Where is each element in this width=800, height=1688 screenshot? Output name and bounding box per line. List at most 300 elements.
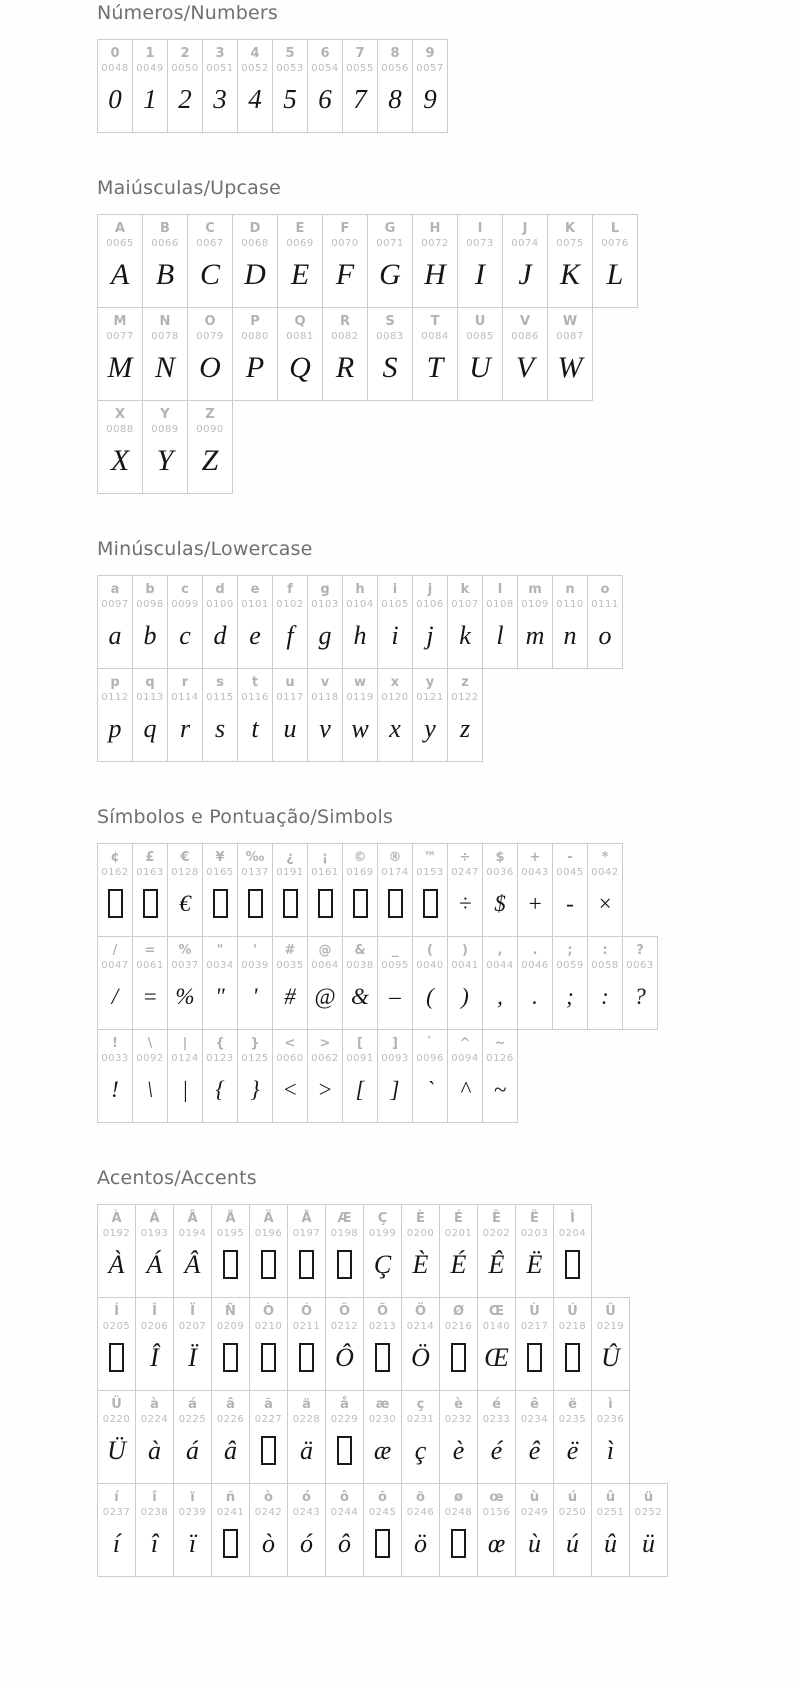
glyph-cell (412, 668, 448, 762)
glyph-cell (135, 1390, 174, 1484)
cell-character-label: ‰ (245, 850, 265, 865)
cell-character-label: p (110, 675, 120, 690)
cell-character-label: ò (264, 1490, 273, 1505)
cell-glyph-area (483, 878, 517, 930)
cell-unicode-code: 0245 (368, 1506, 397, 1518)
cell-unicode-code: 0046 (521, 959, 549, 971)
glyph-rendering: u (283, 713, 297, 743)
cell-character-label: T (430, 314, 440, 329)
cell-glyph-area (440, 1332, 477, 1384)
cell-glyph-area (250, 1332, 287, 1384)
cell-character-label: G (384, 221, 396, 236)
cell-character-label: å (340, 1397, 349, 1412)
cell-glyph-area (203, 878, 237, 930)
cell-unicode-code: 0197 (292, 1227, 321, 1239)
missing-glyph-box (337, 1250, 352, 1279)
cell-unicode-code: 0037 (171, 959, 199, 971)
cell-unicode-code: 0038 (346, 959, 374, 971)
glyph-cell (173, 1390, 212, 1484)
glyph-cell (552, 936, 588, 1030)
cell-unicode-code: 0199 (368, 1227, 397, 1239)
cell-unicode-code: 0195 (216, 1227, 245, 1239)
glyph-rendering: N (154, 350, 175, 384)
font-section (97, 2, 760, 133)
cell-unicode-code: 0174 (381, 866, 409, 878)
cell-unicode-code: 0198 (330, 1227, 359, 1239)
cell-unicode-code: 0033 (101, 1052, 129, 1064)
cell-unicode-code: 0096 (416, 1052, 444, 1064)
glyph-cell (591, 1297, 630, 1391)
cell-character-label: y (425, 675, 435, 690)
cell-glyph-area (588, 878, 622, 930)
glyph-rendering: ) (461, 983, 469, 1009)
cell-glyph-area (553, 878, 587, 930)
cell-character-label: 3 (215, 46, 225, 61)
cell-unicode-code: 0225 (178, 1413, 207, 1425)
missing-glyph-box (353, 889, 368, 918)
cell-character-label: Ú (567, 1304, 578, 1319)
cell-unicode-code: 0236 (596, 1413, 625, 1425)
cell-unicode-code: 0238 (140, 1506, 169, 1518)
glyph-rendering: n (563, 620, 577, 650)
cell-glyph-area (203, 610, 237, 662)
cell-unicode-code: 0045 (556, 866, 584, 878)
cell-glyph-area (548, 342, 592, 394)
glyph-cell (412, 214, 458, 308)
cell-character-label: D (249, 221, 261, 236)
glyph-cell (553, 1390, 592, 1484)
glyph-cell (502, 307, 548, 401)
glyph-rendering: ä (300, 1435, 313, 1465)
cell-character-label: & (354, 943, 366, 958)
glyph-cell (325, 1483, 364, 1577)
missing-glyph-box (143, 889, 158, 918)
cell-glyph-area (203, 703, 237, 755)
glyph-rendering: 8 (388, 84, 402, 115)
glyph-cell (342, 843, 378, 937)
cell-glyph-area (188, 342, 232, 394)
cell-glyph-area (133, 1064, 167, 1116)
cell-glyph-area (413, 878, 447, 930)
cell-glyph-area (308, 610, 342, 662)
cell-glyph-area (288, 1332, 325, 1384)
cell-unicode-code: 0041 (451, 959, 479, 971)
cell-unicode-code: 0229 (330, 1413, 359, 1425)
cell-unicode-code: 0071 (376, 237, 404, 249)
cell-character-label: Œ (488, 1304, 505, 1319)
glyph-cell (287, 1297, 326, 1391)
cell-character-label: l (497, 582, 503, 597)
cell-unicode-code: 0193 (140, 1227, 169, 1239)
cell-unicode-code: 0234 (520, 1413, 549, 1425)
missing-glyph-box (451, 1343, 466, 1372)
cell-unicode-code: 0040 (416, 959, 444, 971)
cell-glyph-area (238, 703, 272, 755)
glyph-rendering: Ç (373, 1249, 392, 1279)
glyph-cell (482, 575, 518, 669)
cell-unicode-code: 0227 (254, 1413, 283, 1425)
glyph-row (97, 1204, 760, 1298)
cell-glyph-area (368, 249, 412, 301)
cell-glyph-area (98, 435, 142, 487)
glyph-cell (439, 1204, 478, 1298)
cell-unicode-code: 0162 (101, 866, 129, 878)
glyph-cell (342, 668, 378, 762)
cell-glyph-area (250, 1239, 287, 1291)
cell-unicode-code: 0065 (106, 237, 134, 249)
cell-glyph-area (440, 1425, 477, 1477)
cell-character-label: @ (318, 943, 332, 958)
cell-glyph-area (343, 971, 377, 1023)
cell-glyph-area (554, 1239, 591, 1291)
glyph-rendering: ü (642, 1528, 655, 1558)
cell-glyph-area (413, 249, 457, 301)
glyph-cell (553, 1297, 592, 1391)
glyph-cell (363, 1483, 402, 1577)
cell-glyph-area (168, 1064, 202, 1116)
cell-unicode-code: 0063 (626, 959, 654, 971)
cell-unicode-code: 0242 (254, 1506, 283, 1518)
glyph-rendering: L (606, 257, 624, 291)
cell-glyph-area (483, 610, 517, 662)
glyph-cell (517, 843, 553, 937)
missing-glyph-box (299, 1343, 314, 1372)
cell-character-label: Õ (376, 1304, 389, 1319)
cell-unicode-code: 0053 (276, 62, 304, 74)
cell-character-label: 4 (250, 46, 260, 61)
cell-unicode-code: 0128 (171, 866, 199, 878)
cell-glyph-area (168, 703, 202, 755)
glyph-cell (363, 1297, 402, 1391)
missing-glyph-box (248, 889, 263, 918)
cell-character-label: ® (388, 850, 402, 865)
glyph-cell (439, 1390, 478, 1484)
glyph-cell (307, 668, 343, 762)
cell-character-label: W (562, 314, 578, 329)
cell-unicode-code: 0137 (241, 866, 269, 878)
cell-glyph-area (308, 878, 342, 930)
glyph-rendering: ; (566, 983, 574, 1009)
glyph-rendering: ( (426, 983, 434, 1009)
glyph-cell (552, 575, 588, 669)
glyph-rendering: I (475, 257, 485, 291)
cell-character-label: r (181, 675, 189, 690)
cell-character-label: Æ (337, 1211, 352, 1226)
cell-unicode-code: 0123 (206, 1052, 234, 1064)
cell-unicode-code: 0089 (151, 423, 179, 435)
cell-character-label: ï (190, 1490, 195, 1505)
section-title: Acentos/Accents (97, 1167, 257, 1189)
cell-unicode-code: 0109 (521, 598, 549, 610)
glyph-cell (367, 214, 413, 308)
cell-unicode-code: 0126 (486, 1052, 514, 1064)
glyph-cell (401, 1297, 440, 1391)
cell-glyph-area (288, 1425, 325, 1477)
cell-unicode-code: 0113 (136, 691, 164, 703)
cell-unicode-code: 0055 (346, 62, 374, 74)
cell-unicode-code: 0058 (591, 959, 619, 971)
glyph-cell (202, 575, 238, 669)
cell-unicode-code: 0092 (136, 1052, 164, 1064)
cell-glyph-area (518, 971, 552, 1023)
cell-unicode-code: 0060 (276, 1052, 304, 1064)
glyph-cell (202, 39, 238, 133)
cell-glyph-area (458, 249, 502, 301)
missing-glyph-box (213, 889, 228, 918)
missing-glyph-box (108, 889, 123, 918)
section-title: Minúsculas/Lowercase (97, 538, 313, 560)
glyph-cell (173, 1297, 212, 1391)
cell-glyph-area (174, 1425, 211, 1477)
cell-glyph-area (250, 1425, 287, 1477)
glyph-cell (211, 1204, 250, 1298)
glyph-cell (97, 1390, 136, 1484)
glyph-cell (97, 1029, 133, 1123)
cell-unicode-code: 0099 (171, 598, 199, 610)
cell-character-label: O (204, 314, 216, 329)
glyph-cell (587, 936, 623, 1030)
glyph-cell (447, 843, 483, 937)
cell-unicode-code: 0102 (276, 598, 304, 610)
cell-character-label: ] (392, 1036, 398, 1051)
cell-unicode-code: 0217 (520, 1320, 549, 1332)
cell-character-label: e (250, 582, 260, 597)
cell-glyph-area (168, 971, 202, 1023)
missing-glyph-box (223, 1250, 238, 1279)
cell-character-label: É (454, 1211, 463, 1226)
cell-unicode-code: 0043 (521, 866, 549, 878)
glyph-row (97, 936, 760, 1030)
glyph-cell (167, 39, 203, 133)
cell-glyph-area (343, 610, 377, 662)
cell-glyph-area (98, 1332, 135, 1384)
cell-glyph-area (378, 74, 412, 126)
cell-character-label: B (160, 221, 170, 236)
glyph-rendering: à (148, 1435, 161, 1465)
glyph-cell (97, 843, 133, 937)
cell-unicode-code: 0090 (196, 423, 224, 435)
glyph-rendering: ^ (460, 1076, 470, 1102)
glyph-cell (587, 843, 623, 937)
cell-glyph-area (278, 342, 322, 394)
glyph-rendering: : (601, 983, 609, 1009)
cell-character-label: Â (187, 1211, 198, 1226)
glyph-rendering: Z (201, 443, 219, 477)
glyph-row (97, 1029, 760, 1123)
cell-glyph-area (273, 1064, 307, 1116)
glyph-cell (412, 307, 458, 401)
cell-glyph-area (98, 610, 132, 662)
glyph-row (97, 39, 760, 133)
glyph-rendering: m (525, 620, 545, 650)
cell-unicode-code: 0075 (556, 237, 584, 249)
cell-glyph-area (133, 878, 167, 930)
cell-character-label: ) (462, 943, 468, 958)
cell-character-label: i (392, 582, 398, 597)
cell-character-label: 2 (180, 46, 190, 61)
glyph-row (97, 1483, 760, 1577)
glyph-cell (132, 668, 168, 762)
cell-glyph-area (326, 1518, 363, 1570)
missing-glyph-box (318, 889, 333, 918)
glyph-rendering: æ (373, 1435, 392, 1465)
cell-unicode-code: 0251 (596, 1506, 625, 1518)
cell-unicode-code: 0249 (520, 1506, 549, 1518)
cell-glyph-area (448, 878, 482, 930)
cell-glyph-area (483, 1064, 517, 1116)
cell-glyph-area (98, 249, 142, 301)
cell-glyph-area (212, 1425, 249, 1477)
cell-character-label: Ç (377, 1211, 388, 1226)
glyph-cell (622, 936, 658, 1030)
glyph-cell (232, 307, 278, 401)
glyph-cell (591, 1483, 630, 1577)
cell-unicode-code: 0051 (206, 62, 234, 74)
glyph-cell (237, 1029, 273, 1123)
glyph-cell (167, 575, 203, 669)
cell-character-label: t (251, 675, 259, 690)
cell-glyph-area (326, 1239, 363, 1291)
glyph-rendering: ù (528, 1528, 541, 1558)
cell-unicode-code: 0228 (292, 1413, 321, 1425)
cell-unicode-code: 0098 (136, 598, 164, 610)
glyph-rendering: â (224, 1435, 237, 1465)
missing-glyph-box (223, 1529, 238, 1558)
glyph-cell (412, 936, 448, 1030)
cell-unicode-code: 0106 (416, 598, 444, 610)
cell-glyph-area (133, 703, 167, 755)
cell-glyph-area (343, 74, 377, 126)
cell-glyph-area (98, 1064, 132, 1116)
cell-unicode-code: 0209 (216, 1320, 245, 1332)
cell-unicode-code: 0056 (381, 62, 409, 74)
cell-character-label: á (188, 1397, 197, 1412)
glyph-cell (97, 307, 143, 401)
glyph-cell (97, 39, 133, 133)
glyph-cell (412, 1029, 448, 1123)
glyph-rendering: v (319, 713, 331, 743)
glyph-rendering: 1 (143, 84, 157, 115)
glyph-rendering: T (426, 350, 444, 384)
glyph-cell (237, 936, 273, 1030)
glyph-cell (477, 1483, 516, 1577)
glyph-cell (377, 668, 413, 762)
cell-character-label: L (610, 221, 620, 236)
cell-glyph-area (478, 1425, 515, 1477)
cell-unicode-code: 0073 (466, 237, 494, 249)
glyph-cell (447, 575, 483, 669)
glyph-rendering: = (142, 983, 158, 1009)
missing-glyph-box (565, 1343, 580, 1372)
cell-unicode-code: 0034 (206, 959, 234, 971)
cell-unicode-code: 0076 (601, 237, 629, 249)
cell-glyph-area (136, 1239, 173, 1291)
glyph-rendering: 2 (178, 84, 192, 115)
glyph-cell (249, 1483, 288, 1577)
cell-glyph-area (478, 1239, 515, 1291)
cell-unicode-code: 0083 (376, 330, 404, 342)
glyph-cell (439, 1483, 478, 1577)
glyph-cell (277, 214, 323, 308)
cell-unicode-code: 0213 (368, 1320, 397, 1332)
glyph-rendering: 3 (213, 84, 227, 115)
cell-glyph-area (136, 1518, 173, 1570)
glyph-cell (142, 400, 188, 494)
cell-character-label: u (285, 675, 295, 690)
cell-character-label: F (340, 221, 350, 236)
cell-character-label: P (250, 314, 260, 329)
cell-glyph-area (98, 971, 132, 1023)
cell-character-label: Ô (338, 1304, 351, 1319)
glyph-rendering: Á (146, 1249, 163, 1279)
cell-unicode-code: 0241 (216, 1506, 245, 1518)
cell-glyph-area (448, 610, 482, 662)
cell-glyph-area (364, 1239, 401, 1291)
glyph-cell (211, 1390, 250, 1484)
glyph-rendering: + (527, 890, 543, 916)
glyph-cell (272, 39, 308, 133)
cell-unicode-code: 0114 (171, 691, 199, 703)
cell-glyph-area (98, 74, 132, 126)
missing-glyph-box (299, 1250, 314, 1279)
glyph-cell (412, 575, 448, 669)
missing-glyph-box (451, 1529, 466, 1558)
glyph-cell (515, 1204, 554, 1298)
glyph-rendering: 5 (283, 84, 297, 115)
glyph-rendering: W (557, 350, 583, 384)
cell-character-label: â (226, 1397, 235, 1412)
cell-character-label: í (114, 1490, 119, 1505)
glyph-rendering: È (412, 1249, 429, 1279)
cell-character-label: d (215, 582, 225, 597)
glyph-cell (401, 1390, 440, 1484)
cell-unicode-code: 0218 (558, 1320, 587, 1332)
cell-character-label: ã (264, 1397, 273, 1412)
cell-glyph-area (516, 1518, 553, 1570)
cell-unicode-code: 0054 (311, 62, 339, 74)
cell-character-label: ø (454, 1490, 463, 1505)
glyph-rendering: Q (289, 350, 311, 384)
glyph-cell (377, 936, 413, 1030)
glyph-cell (322, 307, 368, 401)
glyph-cell (363, 1204, 402, 1298)
glyph-rendering: o (598, 620, 612, 650)
cell-character-label: n (565, 582, 575, 597)
cell-unicode-code: 0074 (511, 237, 539, 249)
glyph-cell (237, 843, 273, 937)
cell-glyph-area (174, 1332, 211, 1384)
cell-glyph-area (592, 1332, 629, 1384)
glyph-cell (447, 1029, 483, 1123)
cell-glyph-area (143, 435, 187, 487)
glyph-cell (249, 1297, 288, 1391)
glyph-row (97, 843, 760, 937)
glyph-rendering: q (143, 713, 157, 743)
cell-glyph-area (503, 249, 547, 301)
cell-unicode-code: 0088 (106, 423, 134, 435)
cell-glyph-area (168, 74, 202, 126)
glyph-cell (377, 575, 413, 669)
cell-unicode-code: 0232 (444, 1413, 473, 1425)
glyph-rendering: è (452, 1435, 465, 1465)
cell-unicode-code: 0057 (416, 62, 444, 74)
glyph-rendering: # (284, 983, 296, 1009)
cell-unicode-code: 0235 (558, 1413, 587, 1425)
glyph-rendering: × (597, 890, 613, 916)
glyph-cell (482, 843, 518, 937)
cell-character-label: ~ (494, 1036, 506, 1051)
cell-character-label: R (339, 314, 350, 329)
